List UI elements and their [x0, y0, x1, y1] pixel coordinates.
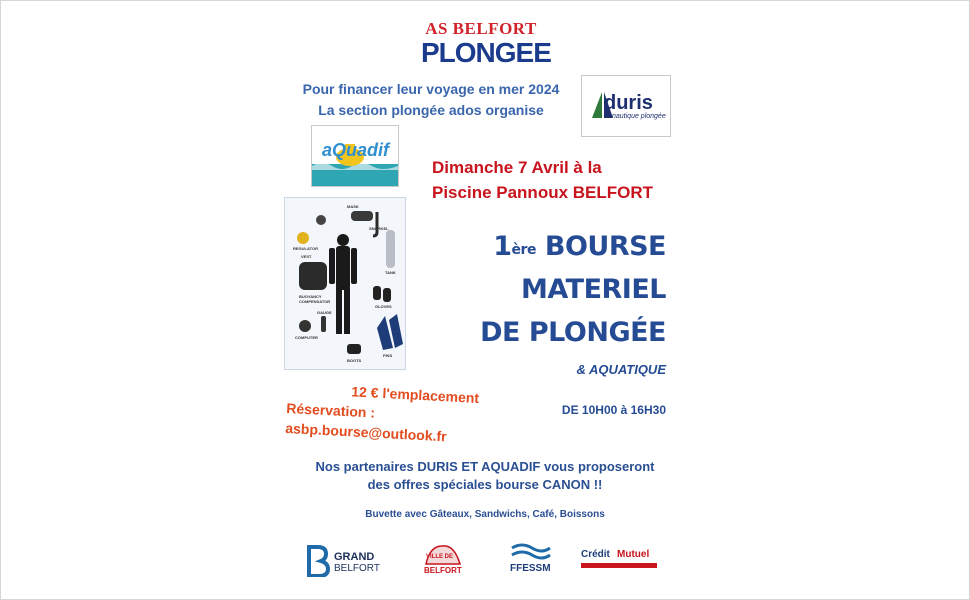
title-line3: DE PLONGÉE [480, 317, 666, 348]
aquadif-logo [311, 125, 399, 187]
credit-underline [581, 563, 657, 568]
ville-text1: VILLE DE [426, 554, 454, 560]
club-logo [421, 19, 551, 68]
grand-belfort-logo [306, 545, 380, 579]
event-date-line1: Dimanche 7 Avril à la [432, 158, 602, 177]
club-logo-line2: PLONGEE [421, 37, 551, 68]
club-logo-line1: AS BELFORT [425, 19, 537, 38]
partners-line1: Nos partenaires DURIS ET AQUADIF vous proposeront [315, 459, 655, 474]
price-text: 12 € l'emplacement [350, 383, 480, 407]
duris-name: duris [604, 92, 653, 114]
title-subtitle: & AQUATIQUE [576, 362, 666, 377]
intro-text [285, 79, 577, 121]
event-date-line2: Piscine Pannoux BELFORT [432, 183, 654, 202]
label-fins: FINS [383, 353, 393, 358]
ffessm-logo [508, 542, 552, 578]
ville-belfort-logo [420, 540, 466, 580]
credit-text1: Crédit [581, 549, 610, 560]
title-sup: ère [511, 242, 536, 258]
label-boots: BOOTS [347, 358, 362, 363]
label-gloves: GLOVES [375, 304, 392, 309]
partners-text [270, 458, 700, 494]
label-vest: VEST [301, 254, 312, 259]
credit-text2: Mutuel [617, 549, 650, 560]
diving-gear-illustration [285, 198, 405, 369]
credit-mutuel-logo [581, 549, 661, 573]
buvette-text: Buvette avec Gâteaux, Sandwichs, Café, Boissons [365, 509, 605, 520]
duris-logo [581, 75, 671, 137]
main-title [440, 225, 666, 354]
opening-hours: DE 10H00 à 16H30 [561, 403, 666, 417]
label-gauge: GAUGE [317, 310, 332, 315]
ffessm-wave-icon [508, 542, 552, 562]
aquadif-name: aQuadif [322, 140, 390, 160]
label-tank: TANK [385, 270, 396, 275]
title-line2: MATERIEL [520, 274, 666, 305]
label-bcd: BUOYANCY COMPENSATOR [299, 294, 331, 304]
belfort-lion-icon [420, 540, 466, 566]
intro-line2: La section plongée ados organise [318, 102, 544, 118]
event-date [432, 155, 672, 205]
label-computer: COMPUTER [295, 335, 318, 340]
label-snorkel: SNORKEL [369, 226, 389, 231]
title-line1 [440, 225, 666, 268]
duris-sub: nautique plongée [612, 113, 666, 120]
title-num: 1 [493, 231, 512, 262]
label-regulator: REGULATOR [293, 246, 318, 251]
grand-belfort-text2: BELFORT [334, 563, 380, 574]
partners-line2: des offres spéciales bourse CANON !! [367, 477, 603, 492]
reservation-text: Réservation : asbp.bourse@outlook.fr [284, 399, 448, 445]
grand-belfort-text1: GRAND [334, 551, 375, 563]
title-word1: BOURSE [544, 231, 666, 262]
label-mask: MASK [347, 204, 359, 209]
intro-line1: Pour financer leur voyage en mer 2024 [302, 81, 560, 97]
ville-text2: BELFORT [424, 566, 462, 575]
grand-belfort-b-icon [306, 545, 330, 577]
ffessm-text: FFESSM [510, 563, 551, 574]
equipment-photo [284, 197, 406, 370]
